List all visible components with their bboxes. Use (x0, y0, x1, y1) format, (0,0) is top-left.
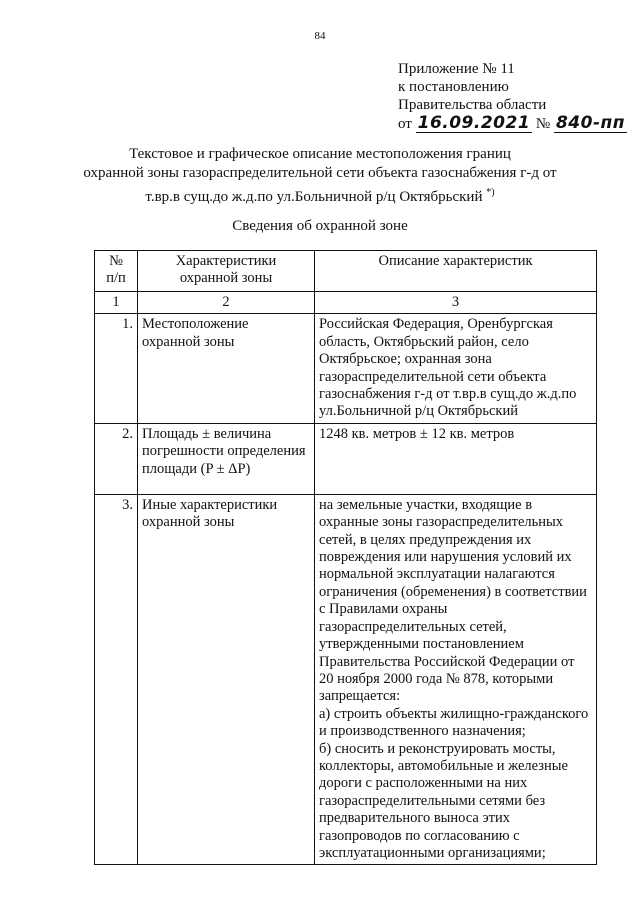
column-numbering-row (95, 292, 597, 314)
row-index: 2. (95, 423, 138, 494)
description-item-a: а) строить объекты жилищно-гражданского и производственного назначения; (319, 705, 589, 740)
title-line-with-footnote (60, 183, 580, 207)
header-cell-number (95, 251, 138, 292)
appendix-block (398, 60, 627, 133)
footnote-mark: *) (486, 187, 495, 198)
title-line: т.вр.в сущ.до ж.д.по ул.Больничной р/ц Октябрьский (145, 189, 483, 205)
header-text: Характеристики (175, 253, 277, 269)
description-paragraph: на земельные участки, входящие в охранные зоны газораспределительных сетей, в целях предупреждения их повреждения или нарушения условий их нормальной эксплуатации налагаются ограничения (обременения) в соответствии с Правилами охраны газораспределительных сетей, утвержденными постановлением Правительства Российской Федерации от 20 ноября 2000 года № 878, которыми запрещается: (319, 496, 587, 705)
document-title (60, 145, 580, 207)
row-description: 1248 кв. метров ± 12 кв. метров (315, 423, 597, 494)
appendix-line: Приложение № 11 (398, 61, 515, 77)
handwritten-date: 16.09.2021 (417, 113, 531, 133)
header-text: № (109, 253, 123, 269)
row-characteristic: Площадь ± величина погрешности определения площади (P ± ΔP) (138, 423, 315, 494)
header-text: охранной зоны (179, 270, 273, 287)
title-line: Текстовое и графическое описание местоположения границ (129, 146, 511, 162)
table-row (95, 494, 597, 865)
column-number: 2 (138, 292, 315, 314)
appendix-date-line (398, 114, 627, 133)
section-subtitle: Сведения об охранной зоне (232, 218, 408, 234)
table-header-row (95, 251, 597, 292)
row-index: 1. (95, 314, 138, 423)
protection-zone-table (94, 250, 597, 865)
description-item-b: б) сносить и реконструировать мосты, коллекторы, автомобильные и железные дороги с расположенными на них газораспределительными сетями без предварительного выноса этих газопроводов по согласованию с эксплуатационными организациями; (319, 740, 568, 861)
appendix-line: Правительства области (398, 97, 547, 113)
row-index: 3. (95, 494, 138, 865)
title-line: охранной зоны газораспределительной сети объекта газоснабжения г-д от (83, 165, 557, 181)
from-prefix: от (398, 116, 412, 132)
column-number: 1 (95, 292, 138, 314)
handwritten-number: 840-пп (555, 113, 626, 133)
row-description: Российская Федерация, Оренбургская область, Октябрьский район, село Октябрьское; охранная зона газораспределительной сети объекта газоснабжения г-д от т.вр.в сущ.до ж.д.по ул.Больничной р/ц Октябрьский (315, 314, 597, 423)
appendix-line: к постановлению (398, 79, 509, 95)
header-cell-characteristic (138, 251, 315, 292)
table-row (95, 423, 597, 494)
row-characteristic: Местоположение охранной зоны (138, 314, 315, 423)
page-number: 84 (314, 30, 326, 42)
row-description (315, 494, 597, 865)
row-characteristic: Иные характеристики охранной зоны (138, 494, 315, 865)
number-sign: № (535, 116, 551, 132)
header-text: п/п (106, 270, 126, 287)
column-number: 3 (315, 292, 597, 314)
header-cell-description: Описание характеристик (315, 251, 597, 292)
table-row (95, 314, 597, 423)
